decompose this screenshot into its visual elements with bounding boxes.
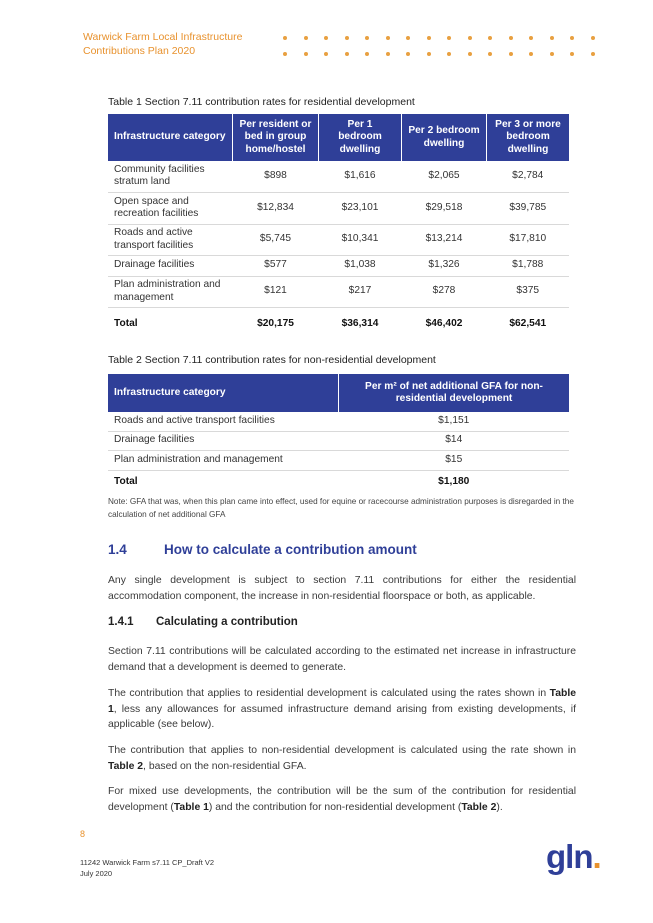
table2-reference: Table 2 [108, 760, 144, 772]
rate-cell: $898 [233, 161, 319, 192]
table1-header-cell: Infrastructure category [108, 114, 233, 161]
decorative-dot [406, 52, 410, 56]
decorative-dot [304, 36, 308, 40]
decorative-dot [427, 52, 431, 56]
rate-cell: $1,180 [438, 476, 470, 487]
table-row [108, 192, 569, 224]
decorative-dot [386, 36, 390, 40]
section-heading [108, 542, 417, 557]
logo-text: gln [546, 838, 593, 875]
paragraph-3 [108, 743, 576, 774]
rate-cell: $278 [402, 276, 487, 307]
decorative-dot [304, 52, 308, 56]
table-row [108, 450, 569, 470]
table-row [108, 224, 569, 255]
rate-cell: $36,314 [341, 317, 379, 329]
decorative-dot [488, 52, 492, 56]
category-cell: Drainage facilities [108, 431, 339, 450]
table1-header-row [108, 114, 569, 161]
section-intro-paragraph: Any single development is subject to section 7.11 contributions for either the residential accommodation component, the increase in non-residential floorspace or both, as applicable. [108, 575, 576, 602]
table2-header-cell: Infrastructure category [108, 374, 339, 412]
section-number: 1.4 [108, 542, 127, 557]
header-title-line1: Warwick Farm Local Infrastructure [83, 31, 243, 43]
decorative-dot [509, 52, 513, 56]
section-title: How to calculate a contribution amount [164, 542, 417, 557]
table2-nonresidential-rates [108, 374, 569, 494]
category-cell: Plan administration and management [108, 450, 339, 470]
category-cell: Roads and active transport facilities [108, 224, 233, 255]
rate-cell: $46,402 [425, 317, 463, 329]
rate-cell: $375 [487, 276, 570, 307]
rate-cell: $1,151 [339, 412, 570, 431]
decorative-dot [570, 52, 574, 56]
decorative-dot [283, 36, 287, 40]
rate-cell: $1,788 [487, 255, 570, 276]
paragraph-1: Section 7.11 contributions will be calculated according to the estimated net increase in infrastructure demand that a development is deemed to generate. [108, 646, 576, 673]
rate-cell: $17,810 [487, 224, 570, 255]
decorative-dot [529, 52, 533, 56]
total-row [108, 307, 569, 340]
rate-cell: $1,326 [402, 255, 487, 276]
rate-cell: $23,101 [319, 192, 402, 224]
decorative-dot [591, 36, 595, 40]
table-row [108, 255, 569, 276]
rate-cell: $2,784 [487, 161, 570, 192]
table1-reference: Table 1 [173, 801, 209, 813]
gfa-note: Note: GFA that was, when this plan came into effect, used for equine or racecourse administration purposes is disregarded in the calculation of net additional GFA [108, 497, 574, 519]
decorative-dot [570, 36, 574, 40]
rate-cell: $10,341 [319, 224, 402, 255]
rate-cell: $13,214 [402, 224, 487, 255]
table2-header-row [108, 374, 569, 412]
subsection-number: 1.4.1 [108, 616, 134, 628]
rate-cell: $1,038 [319, 255, 402, 276]
decorative-dot [427, 36, 431, 40]
paragraph-3-text: The contribution that applies to non-residential development is calculated using the rate shown in [108, 745, 576, 756]
decorative-dot [550, 52, 554, 56]
table2-header-cell: Per m² of net additional GFA for non-residential development [339, 374, 570, 412]
rate-cell: $217 [319, 276, 402, 307]
category-cell: Plan administration and management [108, 276, 233, 307]
table1-residential-rates [108, 114, 569, 340]
rate-cell: $12,834 [233, 192, 319, 224]
decorative-dot [345, 52, 349, 56]
table-row [108, 276, 569, 307]
rate-cell: $5,745 [233, 224, 319, 255]
rate-cell: $1,616 [319, 161, 402, 192]
table2-caption: Table 2 Section 7.11 contribution rates for non-residential development [108, 354, 436, 366]
paragraph-4-text: For mixed use developments, the contribution will be the sum of the contribution for residential development ( [108, 786, 576, 813]
category-cell: Total [114, 476, 138, 487]
decorative-dot [406, 36, 410, 40]
rate-cell: $2,065 [402, 161, 487, 192]
header-title [83, 30, 242, 58]
table1-header-cell: Per 2 bedroom dwelling [402, 114, 487, 161]
table1-header-cell: Per 3 or more bedroom dwelling [487, 114, 570, 161]
rate-cell: $29,518 [402, 192, 487, 224]
category-cell: Drainage facilities [108, 255, 233, 276]
decorative-dot [591, 52, 595, 56]
paragraph-2-text: The contribution that applies to residential development is calculated using the rates shown in [108, 688, 550, 699]
rate-cell: $20,175 [257, 317, 294, 329]
table1-header-cell: Per 1 bedroom dwelling [319, 114, 402, 161]
header-title-line2: Contributions Plan 2020 [83, 45, 196, 57]
total-row [108, 470, 569, 494]
subsection-heading [108, 616, 298, 628]
category-cell: Roads and active transport facilities [108, 412, 339, 431]
paragraph-4-text: ) and the contribution for non-residential development ( [208, 801, 462, 813]
table2-reference: Table 2 [461, 801, 497, 813]
rate-cell: $121 [233, 276, 319, 307]
decorative-dot [468, 52, 472, 56]
paragraph-2 [108, 686, 576, 733]
decorative-dot [488, 36, 492, 40]
decorative-dot [468, 36, 472, 40]
table-row [108, 412, 569, 431]
footer-document-ref: 11242 Warwick Farm s7.11 CP_Draft V2 [80, 858, 215, 867]
paragraph-3-text: , based on the non-residential GFA. [143, 760, 307, 772]
rate-cell: $15 [339, 450, 570, 470]
table1-caption: Table 1 Section 7.11 contribution rates for residential development [108, 96, 415, 108]
decorative-dot [447, 36, 451, 40]
decorative-dot [509, 36, 513, 40]
page-number: 8 [80, 829, 86, 839]
decorative-dot [283, 52, 287, 56]
decorative-dot [447, 52, 451, 56]
decorative-dot [365, 52, 369, 56]
paragraph-4-text: ). [496, 801, 503, 813]
table1-reference: Table 1 [108, 688, 576, 715]
paragraph-4 [108, 784, 576, 815]
paragraph-2-text: , less any allowances for assumed infrastructure demand arising from existing developments, if applicable (see below). [108, 703, 576, 730]
logo-dot: . [592, 838, 601, 875]
decorative-dot [529, 36, 533, 40]
decorative-dot [365, 36, 369, 40]
footer-info [80, 858, 214, 879]
decorative-dot [386, 52, 390, 56]
header-dot-pattern [283, 30, 611, 62]
rate-cell: $62,541 [509, 317, 547, 329]
category-cell: Community facilities stratum land [108, 161, 233, 192]
decorative-dot [324, 36, 328, 40]
category-cell: Total [114, 317, 138, 329]
footer-date: July 2020 [80, 868, 113, 878]
table-row [108, 431, 569, 450]
subsection-title: Calculating a contribution [156, 616, 298, 628]
table1-header-cell: Per resident or bed in group home/hostel [233, 114, 319, 161]
rate-cell: $577 [233, 255, 319, 276]
table-row [108, 161, 569, 192]
category-cell: Open space and recreation facilities [108, 192, 233, 224]
gln-logo [546, 838, 601, 876]
decorative-dot [324, 52, 328, 56]
decorative-dot [550, 36, 554, 40]
rate-cell: $39,785 [487, 192, 570, 224]
rate-cell: $14 [339, 431, 570, 450]
decorative-dot [345, 36, 349, 40]
